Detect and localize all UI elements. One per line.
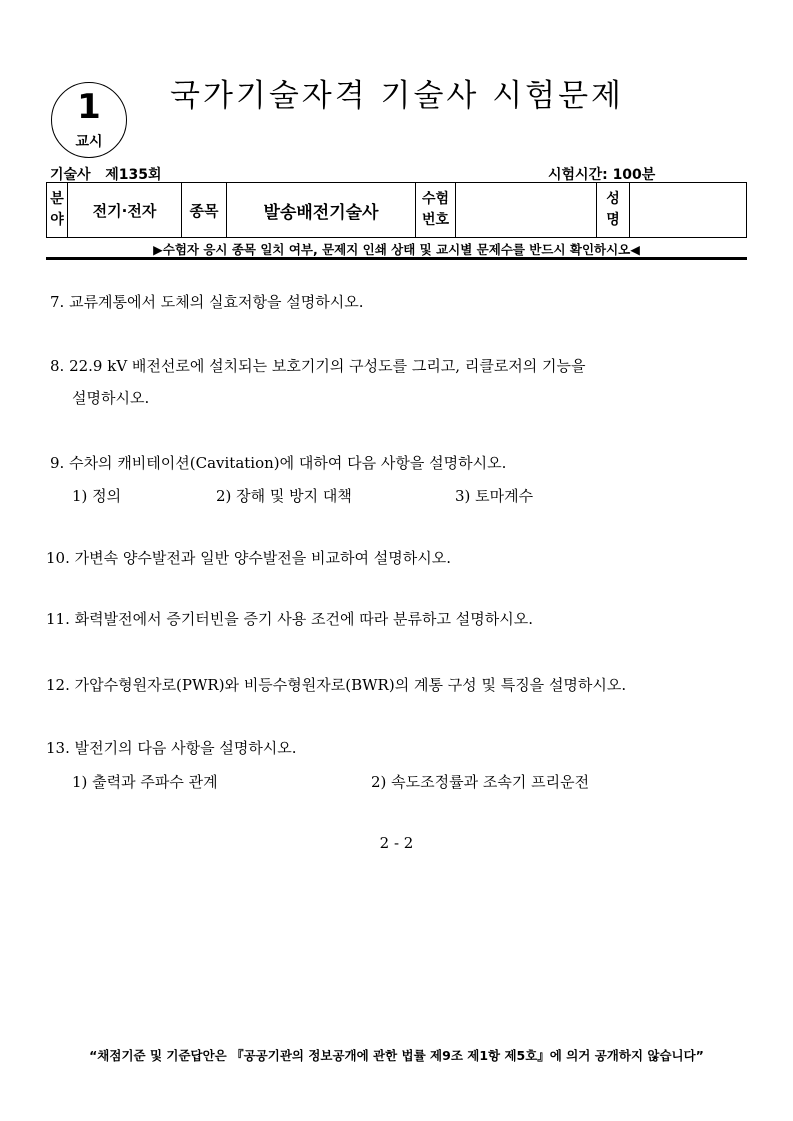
question-9-sub-2: 2) 장해 및 방지 대책	[216, 487, 352, 505]
footer-notice: “채점기준 및 기준답안은 『공공기관의 정보공개에 관한 법률 제9조 제1항 제5호』에 의거 공개하지 않습니다”	[89, 1048, 704, 1063]
field-label-2: 야	[50, 212, 64, 228]
question-8-cont: 설명하시오.	[72, 389, 150, 407]
page-number: 2 - 2	[379, 834, 414, 852]
exam-no-label-1: 수험	[421, 191, 450, 207]
question-13: 13. 발전기의 다음 사항을 설명하시오.	[46, 739, 297, 757]
exam-no-label-cell	[416, 183, 456, 238]
question-7: 7. 교류계통에서 도체의 실효저항을 설명하시오.	[50, 293, 364, 311]
session-number: 1	[77, 87, 101, 127]
name-label-1: 성	[606, 191, 620, 207]
page-title: 국가기술자격 기술사 시험문제	[170, 78, 625, 114]
category-label: 종목	[182, 183, 227, 238]
exam-round: 기술사 제135회	[50, 167, 162, 183]
session-badge	[51, 82, 127, 158]
question-12: 12. 가압수형원자로(PWR)와 비등수형원자로(BWR)의 계통 구성 및 특징을 설명하시오.	[46, 676, 627, 694]
question-9-sub-1: 1) 정의	[72, 487, 122, 505]
question-11: 11. 화력발전에서 증기터빈을 증기 사용 조건에 따라 분류하고 설명하시오.	[46, 610, 533, 628]
question-13-sub-1: 1) 출력과 주파수 관계	[72, 773, 218, 791]
question-10: 10. 가변속 양수발전과 일반 양수발전을 비교하여 설명하시오.	[46, 549, 451, 567]
name-label-cell	[597, 183, 630, 238]
exam-time: 시험시간: 100분	[548, 167, 656, 183]
category-value: 발송배전기술사	[227, 183, 416, 238]
field-label-cell	[47, 183, 68, 238]
exam-no-label-2: 번호	[421, 212, 450, 228]
question-13-sub-2: 2) 속도조정률과 조속기 프리운전	[371, 773, 590, 791]
question-9: 9. 수차의 캐비테이션(Cavitation)에 대하여 다음 사항을 설명하시오.	[50, 454, 507, 472]
divider	[46, 257, 747, 260]
field-value: 전기·전자	[68, 183, 182, 238]
exam-no-field[interactable]	[456, 183, 597, 238]
exam-info-table	[46, 182, 747, 238]
question-8: 8. 22.9 kV 배전선로에 설치되는 보호기기의 구성도를 그리고, 리클로저의 기능을	[50, 357, 586, 375]
field-label-1: 분	[50, 191, 64, 207]
name-field[interactable]	[630, 183, 747, 238]
session-label: 교시	[75, 134, 103, 150]
name-label-2: 명	[606, 212, 620, 228]
notice-banner: ▶수험자 응시 종목 일치 여부, 문제지 인쇄 상태 및 교시별 문제수를 반드시 확인하시오◀	[153, 242, 640, 257]
question-9-sub-3: 3) 토마계수	[455, 487, 534, 505]
